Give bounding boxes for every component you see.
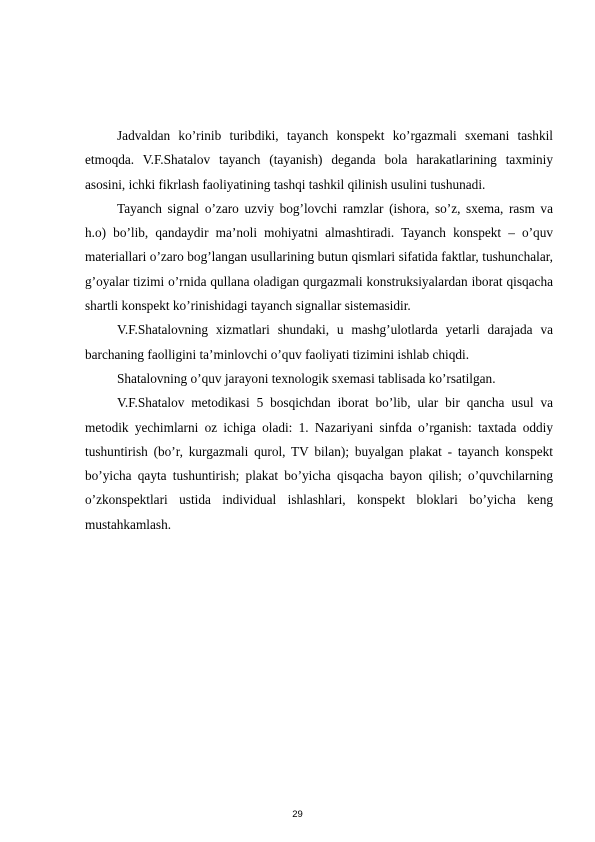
paragraph: Shatalovning o’quv jarayoni texnologik sxemasi tablisada ko’rsatilgan. [117, 370, 496, 386]
body-text [85, 124, 553, 537]
paragraph: V.F.Shatalovning xizmatlari shundaki, u mashg’ulotlarda yetarli darajada va barchaning faolligini ta’minlovchi o’quv faoliyati tizimini ishlab chiqdi. [85, 322, 553, 362]
paragraph: V.F.Shatalov metodikasi 5 bosqichdan iborat bo’lib, ular bir qancha usul va metodik yechimlarni oz ichiga oladi: 1. Nazariyani sinfda o’rganish: taxtada oddiy tushuntirish (bo’r, kurgazmali qurol, TV bilan); buyalgan plakat - tayanch konspekt bo’yicha qayta tushuntirish; plakat bo’yicha qisqacha bayon qilish; o’quvchilarning o’zkonspektlari ustida individual ishlashlari, konspekt bloklari bo’yicha keng mustahkamlash. [85, 395, 553, 532]
paragraph: Jadvaldan ko’rinib turibdiki, tayanch konspekt ko’rgazmali sxemani tashkil etmoqda. V.F.Shatalov tayanch (tayanish) deganda bola harakatlarining taxminiy asosini, ichki fikrlash faoliyatining tashqi tashkil qilinish usulini tushunadi. [85, 128, 553, 192]
paragraph: Tayanch signal o’zaro uzviy bog’lovchi ramzlar (ishora, so’z, sxema, rasm va h.o) bo’lib, qandaydir ma’noli mohiyatni almashtiradi. Tayanch konspekt – o’quv materiallari o’zaro bog’langan usullarining butun qismlari sifatida faktlar, tushunchalar, g’oyalar tizimi o’rnida qullana oladigan qurgazmali konstruksiyalardan iborat qisqacha shartli konspekt ko’rinishidagi tayanch signallar sistemasidir. [85, 200, 553, 314]
page-number: 29 [292, 809, 303, 820]
